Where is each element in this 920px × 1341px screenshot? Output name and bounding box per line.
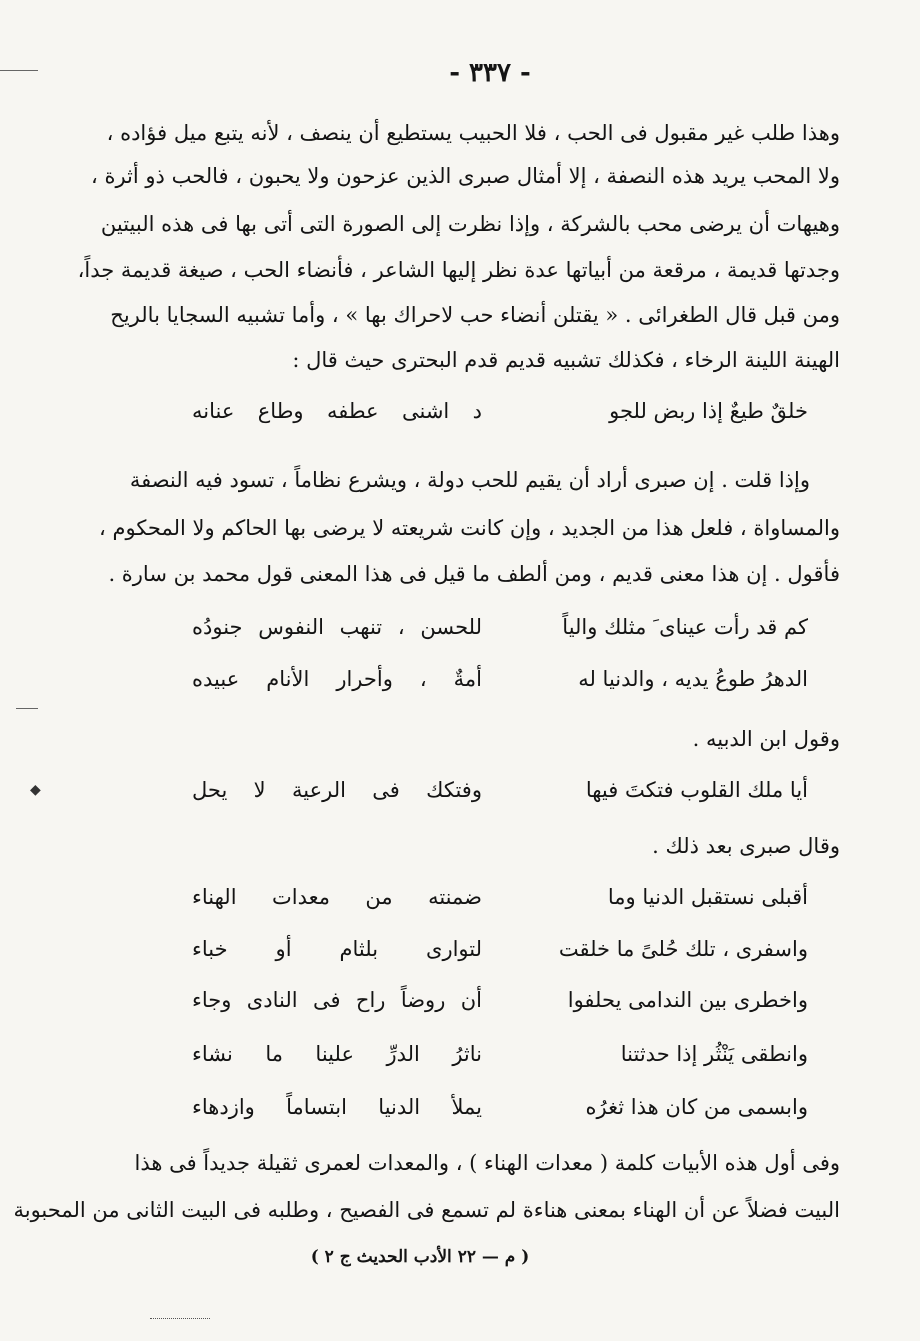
verse-second-hemistich: يملأ الدنيا ابتساماً وازدهاء [192, 1095, 482, 1119]
text-line: البيت فضلاً عن أن الهناء بمعنى هناءة لم تسمع فى الفصيح ، وطلبه فى البيت الثانى من المحبوبة [13, 1198, 840, 1222]
text-line: وفى أول هذه الأبيات كلمة ( معدات الهناء ) ، والمعدات لعمرى ثقيلة جديداً فى هذا [134, 1151, 840, 1175]
page-number: - ٣٣٧ - [449, 58, 531, 88]
verse-second-hemistich: لتوارى بلثام أو خباء [192, 937, 482, 961]
verse-second-hemistich: أمةٌ ، وأحرار الأنام عبيده [192, 667, 482, 691]
verse-second-hemistich: للحسن ، تنهب النفوس جنودُه [192, 615, 482, 639]
scan-artifact [150, 1318, 210, 1323]
verse-first-hemistich: واخطرى بين الندامى يحلفوا [567, 988, 808, 1012]
text-line: الهينة اللينة الرخاء ، فكذلك تشبيه قديم قدم البحترى حيث قال : [292, 348, 840, 372]
verse-second-hemistich: أن روضاً راح فى النادى وجاء [192, 988, 482, 1012]
text-line: وقال صبرى بعد ذلك . [652, 834, 840, 858]
verse-second-hemistich: ضمنته من معدات الهناء [192, 885, 482, 909]
verse-first-hemistich: أقبلى نستقبل الدنيا وما [607, 885, 808, 909]
verse-first-hemistich: وانطقى يَنْثُر إذا حدثتنا [620, 1042, 808, 1066]
verse-second-hemistich: وفتكك فى الرعية لا يحل [192, 778, 482, 802]
verse-first-hemistich: أيا ملك القلوب فتكتَ فيها [585, 778, 808, 802]
left-edge-mark [16, 708, 38, 709]
verse-first-hemistich: خلقٌ طيعٌ إذا ربض للجو [609, 399, 808, 423]
signature-footnote: ( م — ٢٢ الأدب الحديث ج ٢ ) [310, 1247, 530, 1267]
verse-second-hemistich: ناثرُ الدرِّ علينا ما نشاء [192, 1042, 482, 1066]
verse-first-hemistich: واسفرى ، تلك حُلىً ما خلقت [558, 937, 808, 961]
text-line: وقول ابن الدبيه . [692, 727, 840, 751]
text-line: ولا المحب يريد هذه النصفة ، إلا أمثال صبرى الذين عزحون ولا يحبون ، فالحب ذو أثرة ، [91, 164, 840, 188]
verse-first-hemistich: كم قد رأت عيناى َ مثلك والياً [562, 615, 808, 639]
text-line: ومن قبل قال الطغرائى . « يقتلن أنضاء حب لاحراك بها » ، وأما تشبيه السجايا بالريح [110, 303, 840, 327]
verse-second-hemistich: د اشنى عطفه وطاع عنانه [192, 399, 482, 423]
verse-first-hemistich: وابسمى من كان هذا ثغرُه [585, 1095, 808, 1119]
verse-first-hemistich: الدهرُ طوعُ يديه ، والدنيا له [578, 667, 808, 691]
text-line: وإذا قلت . إن صبرى أراد أن يقيم للحب دولة ، ويشرع نظاماً ، تسود فيه النصفة [129, 468, 810, 492]
text-line: وهذا طلب غير مقبول فى الحب ، فلا الحبيب يستطيع أن ينصف ، لأنه يتبع ميل فؤاده ، [106, 121, 840, 145]
text-line: وجدتها قديمة ، مرقعة من أبياتها عدة نظر إليها الشاعر ، فأنضاء الحب ، صيغة قديمة جداً، [77, 258, 840, 282]
text-line: وهيهات أن يرضى محب بالشركة ، وإذا نظرت إلى الصورة التى أتى بها فى هذه البيتين [100, 212, 840, 236]
margin-marker: ◆ [30, 782, 41, 798]
text-line: والمساواة ، فلعل هذا من الجديد ، وإن كانت شريعته لا يرضى بها الحاكم ولا المحكوم ، [99, 516, 840, 540]
text-line: فأقول . إن هذا معنى قديم ، ومن ألطف ما قيل فى هذا المعنى قول محمد بن سارة . [108, 562, 840, 586]
